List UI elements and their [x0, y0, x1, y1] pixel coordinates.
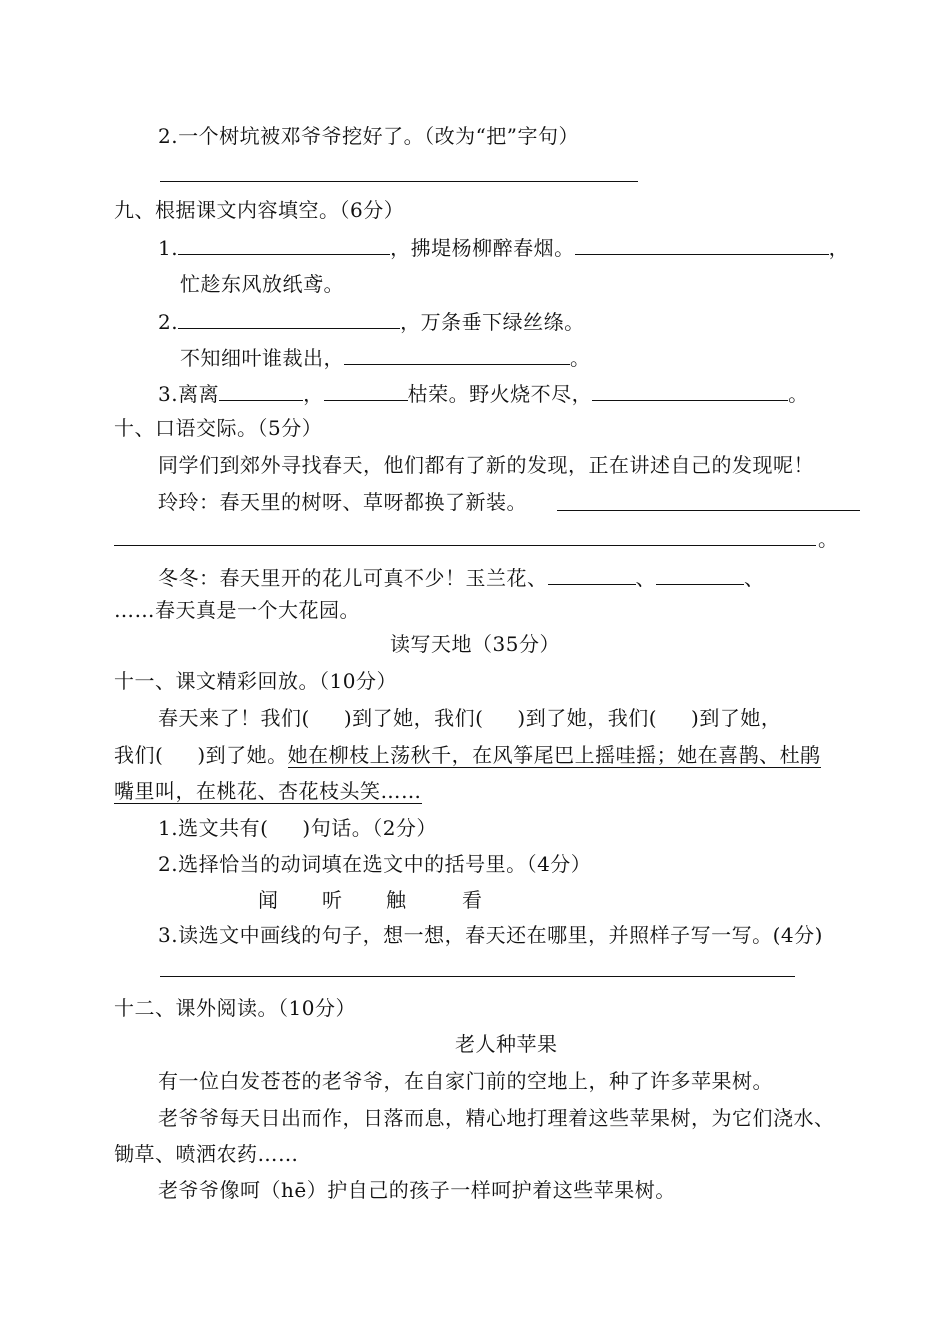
q9-l3-comma: ， [303, 382, 324, 406]
section-title: 读写天地（35分） [390, 632, 560, 656]
q10-intro: 同学们到郊外寻找春天，他们都有了新的发现，正在讲述自己的发现呢！ [158, 453, 814, 477]
q9-l2-text: ，万条垂下绿丝绦。 [400, 310, 585, 334]
underlined-sentence: 她在柳枝上荡秋千，在风筝尾巴上摇哇摇；她在喜鹊、杜鹃 [287, 743, 821, 767]
q11-heading: 十一、课文精彩回放。（10分） [114, 669, 397, 693]
q11-passage-3 [114, 777, 950, 805]
answer-line[interactable] [160, 976, 795, 977]
fill-blank[interactable] [656, 562, 744, 585]
q9-l1-text: ，拂堤杨柳醉春烟。 [390, 236, 575, 260]
verb-option: 看 [462, 888, 483, 912]
q11-passage-2 [114, 741, 950, 769]
q10-ending: ……春天真是一个大花园。 [114, 598, 360, 622]
story-paragraph-1: 有一位白发苍苍的老爷爷，在自家门前的空地上，种了许多苹果树。 [158, 1069, 773, 1093]
passage-text: 我们( [114, 743, 164, 767]
q9-line-3 [158, 378, 950, 408]
verb-option: 听 [322, 888, 343, 912]
passage-text: 春天来了！我们( [158, 706, 310, 730]
q9-l3-end: 。 [788, 382, 809, 406]
q10-sep-1: 、 [635, 566, 656, 590]
q9-l2-end: 。 [570, 346, 591, 370]
q9-line-2b [180, 342, 950, 372]
q9-l1-comma: ， [828, 236, 850, 260]
answer-line[interactable] [160, 181, 638, 182]
q10-sep-2: 、 [744, 566, 765, 590]
fill-blank[interactable] [178, 306, 400, 329]
q11-sub-1 [158, 814, 950, 842]
fill-blank[interactable] [219, 378, 303, 401]
q9-l2-text2: 不知细叶谁裁出， [180, 346, 344, 370]
q10-heading: 十、口语交际。（5分） [114, 416, 323, 440]
q10-end-mark: 。 [818, 527, 839, 551]
passage-text: )到了她。 [197, 743, 288, 767]
q8-item-2: 2.一个树坑被邓爷爷挖好了。（改为“把”字句） [158, 124, 580, 148]
story-paragraph-3: 老爷爷像呵（hē）护自己的孩子一样呵护着这些苹果树。 [158, 1178, 676, 1202]
q10-dongdong [158, 562, 950, 592]
story-title: 老人种苹果 [455, 1032, 558, 1056]
question-text: )句话。（2分） [302, 816, 437, 840]
passage-text: )到了她，我们( [343, 706, 484, 730]
q11-passage-1 [158, 704, 950, 732]
q12-heading: 十二、课外阅读。（10分） [114, 996, 356, 1020]
q9-l2-number: 2. [158, 310, 179, 334]
story-paragraph-2b: 锄草、喷洒农药…… [114, 1142, 299, 1166]
answer-line[interactable] [114, 545, 816, 546]
verb-option: 闻 [258, 888, 279, 912]
underlined-sentence: 嘴里叫，在桃花、杏花枝头笑…… [114, 779, 422, 803]
q9-heading: 九、根据课文内容填空。（6分） [114, 198, 405, 222]
fill-blank[interactable] [575, 232, 829, 255]
fill-blank[interactable] [548, 562, 636, 585]
fill-blank[interactable] [344, 342, 570, 365]
question-text: 1.选文共有( [158, 816, 269, 840]
q9-line-1 [158, 232, 950, 262]
q9-l3-start: 3.离离 [158, 382, 220, 406]
q11-sub-2: 2.选择恰当的动词填在选文中的括号里。（4分） [158, 852, 592, 876]
answer-line[interactable] [557, 510, 860, 511]
q11-sub-3: 3.读选文中画线的句子，想一想，春天还在哪里，并照样子写一写。(4分) [158, 923, 823, 947]
passage-text: )到了她， [691, 706, 782, 730]
verb-option: 触 [386, 888, 407, 912]
q10-lingling: 玲玲：春天里的树呀、草呀都换了新装。 [158, 490, 527, 514]
fill-blank[interactable] [592, 378, 788, 401]
passage-text: )到了她，我们( [517, 706, 658, 730]
q9-l3-text: 枯荣。野火烧不尽， [407, 382, 593, 406]
verb-options [258, 886, 950, 914]
q9-line-2 [158, 306, 950, 336]
q10-dongdong-text: 冬冬：春天里开的花儿可真不少！玉兰花、 [158, 566, 548, 590]
q9-line-1b: 忙趁东风放纸鸢。 [180, 272, 344, 296]
fill-blank[interactable] [178, 232, 390, 255]
fill-blank[interactable] [324, 378, 408, 401]
story-paragraph-2: 老爷爷每天日出而作，日落而息，精心地打理着这些苹果树，为它们浇水、 [158, 1106, 835, 1130]
q9-l1-number: 1. [158, 236, 179, 260]
